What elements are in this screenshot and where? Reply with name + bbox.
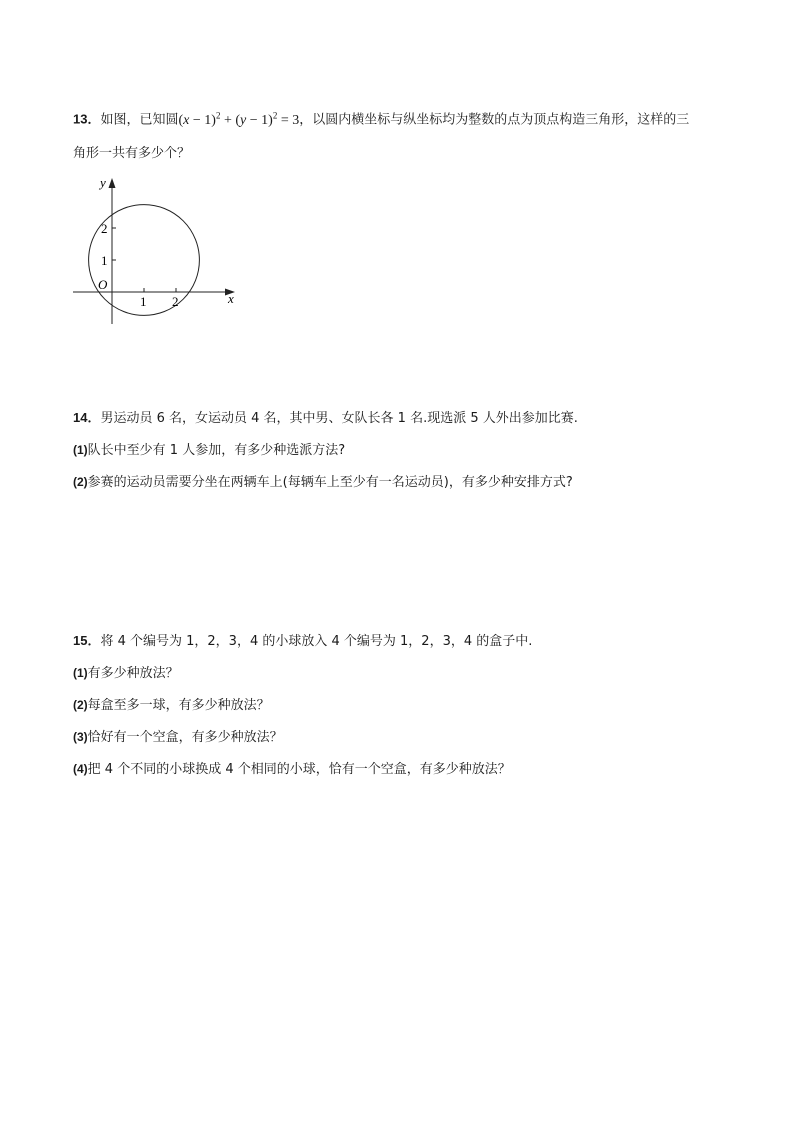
y-tick-label-1: 1: [101, 253, 108, 268]
q15-part-4-label: (4): [73, 762, 88, 776]
q14-part-1: [73, 441, 345, 460]
origin-label: O: [98, 277, 108, 292]
q15-part-4-text: 把 4 个不同的小球换成 4 个相同的小球，恰有一个空盒，有多少种放法？: [87, 762, 511, 777]
x-tick-label-1: 1: [140, 294, 147, 309]
q14-part-1-text: 队长中至少有 1 人参加，有多少种选派方法?: [87, 443, 346, 458]
q14-part-2-text: 参赛的运动员需要分坐在两辆车上(每辆车上至少有一名运动员)，有多少种安排方式?: [87, 475, 573, 490]
q14-number: 14．: [73, 410, 101, 425]
q13-number: 13．: [73, 111, 101, 127]
q15-part-2: [73, 696, 270, 715]
q14-text: 男运动员 6 名，女运动员 4 名，其中男、女队长各 1 名.现选派 5 人外出参加比赛.: [100, 411, 578, 426]
x-axis-label: x: [228, 291, 234, 306]
q13-text-before: 如图，已知圆: [100, 112, 179, 128]
q15-part-2-text: 每盒至多一球，有多少种放法？: [87, 698, 270, 713]
q15-part-1-text: 有多少种放法？: [87, 666, 179, 681]
q14-part-2: [73, 473, 573, 492]
q15-part-3-label: (3): [73, 730, 88, 744]
q14-stem: [73, 409, 578, 428]
y-axis-arrow-icon: [109, 178, 116, 188]
q15-part-1: [73, 664, 179, 683]
q13-figure: [68, 172, 243, 332]
q13-equation: $(x - 1)^2 + (y - 1)^2 = 3$: [178, 110, 300, 128]
q14-part-2-label: (2): [73, 475, 88, 489]
q15-part-2-label: (2): [73, 698, 88, 712]
q15-part-3: [73, 728, 283, 747]
q15-part-1-label: (1): [73, 666, 88, 680]
q15-number: 15．: [73, 633, 101, 648]
x-tick-label-2: 2: [172, 294, 179, 309]
q14-part-1-label: (1): [73, 443, 88, 457]
q13-text-after: ，以圆内横坐标与纵坐标均为整数的点为顶点构造三角形，这样的三: [299, 112, 690, 128]
q15-text: 将 4 个编号为 1，2，3，4 的小球放入 4 个编号为 1，2，3，4 的盒子中.: [100, 634, 533, 649]
q13-line-2: 角形一共有多少个？: [73, 146, 191, 161]
q15-stem: [73, 632, 532, 651]
y-tick-label-2: 2: [101, 221, 108, 236]
y-axis-label: y: [100, 175, 106, 190]
q15-part-4: [73, 760, 511, 779]
q13-line-1: [73, 106, 689, 130]
q15-part-3-text: 恰好有一个空盒，有多少种放法？: [87, 730, 283, 745]
